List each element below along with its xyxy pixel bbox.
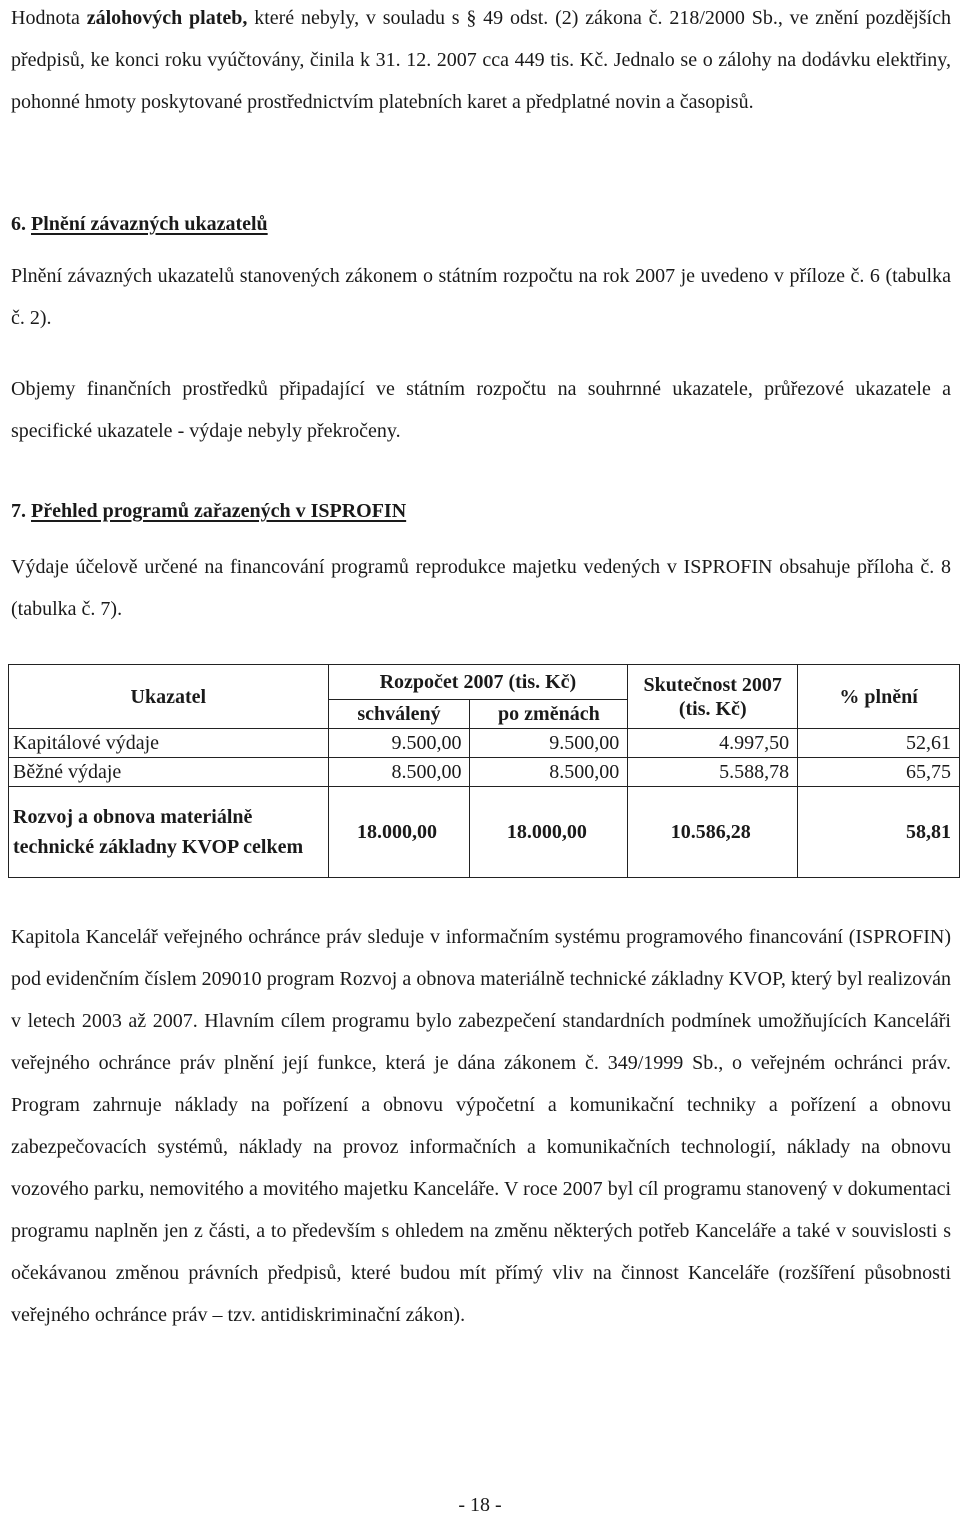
header-ukazatel: Ukazatel	[9, 665, 329, 729]
table-row-bezne	[9, 758, 960, 787]
total-schvaleny: 18.000,00	[328, 787, 470, 878]
row-skutecnost: 5.588,78	[628, 758, 798, 787]
section-6-paragraph-2: Objemy finančních prostředků připadající ve státním rozpočtu na souhrnné ukazatele, průřezové ukazatele a specifické ukazatele - výdaje nebyly překročeny.	[11, 378, 951, 442]
section-7-number: 7.	[11, 500, 26, 522]
table-row-kapitalove	[9, 729, 960, 758]
total-plneni: 58,81	[798, 787, 960, 878]
closing-paragraph: Kapitola Kancelář veřejného ochránce práv sleduje v informačním systému programového financování (ISPROFIN) pod evidenčním číslem 209010 program Rozvoj a obnova materiálně technické základny KVOP, který byl realizován v letech 2003 až 2007. Hlavním cílem programu bylo zabezpečení standardních podmínek umožňujících Kanceláři veřejného ochránce práv plnění její funkce, která je dána zákonem č. 349/1999 Sb., o veřejném ochránci práv. Program zahrnuje náklady na pořízení a obnovu výpočetní a komunikační techniky a pořízení a obnovu zabezpečovacích systémů, náklady na provoz informačních a komunikačních technologií, náklady na obnovu vozového parku, nemovitého a movitého majetku Kanceláře. V roce 2007 byl cíl programu stanovený v dokumentaci programu naplněn jen z části, a to především s ohledem na změnu některých potřeb Kanceláře a také v souvislosti s očekávanou změnou právních předpisů, které budou mít přímý vliv na činnost Kanceláře (rozšíření působnosti veřejného ochránce práv – tzv. antidiskriminační zákon).	[11, 926, 951, 1326]
row-schvaleny: 9.500,00	[328, 729, 470, 758]
row-plneni: 65,75	[798, 758, 960, 787]
header-skutecnost: Skutečnost 2007 (tis. Kč)	[628, 665, 798, 729]
isprofin-table	[8, 664, 960, 878]
section-7-paragraph: Výdaje účelově určené na financování programů reprodukce majetku vedených v ISPROFIN obsahuje příloha č. 8 (tabulka č. 7).	[11, 556, 951, 620]
section-7-heading	[11, 496, 406, 526]
total-po-zmenach: 18.000,00	[470, 787, 628, 878]
section-7-title: Přehled programů zařazených v ISPROFIN	[31, 500, 407, 522]
row-po-zmenach: 9.500,00	[470, 729, 628, 758]
header-schvaleny: schválený	[328, 700, 470, 729]
page-number: - 18 -	[458, 1494, 502, 1516]
intro-bold-term: zálohových plateb,	[86, 7, 248, 29]
intro-paragraph	[11, 0, 951, 123]
row-label: Běžné výdaje	[9, 758, 329, 787]
header-plneni: % plnění	[798, 665, 960, 729]
intro-rest: které nebyly, v souladu s § 49 odst. (2) zákona č. 218/2000 Sb., ve znění pozdějších předpisů, ke konci roku vyúčtovány, činila k 31. 12. 2007 cca 449 tis. Kč. Jednalo se o zálohy na dodávku elektřiny, pohonné hmoty poskytované prostřednictvím platebních karet a předplatné novin a časopisů.	[11, 7, 951, 113]
section-6-paragraph-1: Plnění závazných ukazatelů stanovených zákonem o státním rozpočtu na rok 2007 je uvedeno v příloze č. 6 (tabulka č. 2).	[11, 265, 951, 329]
row-schvaleny: 8.500,00	[328, 758, 470, 787]
row-skutecnost: 4.997,50	[628, 729, 798, 758]
total-label: Rozvoj a obnova materiálně technické základny KVOP celkem	[9, 787, 329, 878]
section-6-title: Plnění závazných ukazatelů	[31, 213, 268, 235]
table-row-total	[9, 787, 960, 878]
row-po-zmenach: 8.500,00	[470, 758, 628, 787]
row-label: Kapitálové výdaje	[9, 729, 329, 758]
section-6-number: 6.	[11, 213, 26, 235]
section-6-heading	[11, 209, 268, 239]
row-plneni: 52,61	[798, 729, 960, 758]
total-skutecnost: 10.586,28	[628, 787, 798, 878]
header-po-zmenach: po změnách	[470, 700, 628, 729]
header-rozpocet: Rozpočet 2007 (tis. Kč)	[328, 665, 628, 700]
intro-prefix: Hodnota	[11, 7, 87, 29]
